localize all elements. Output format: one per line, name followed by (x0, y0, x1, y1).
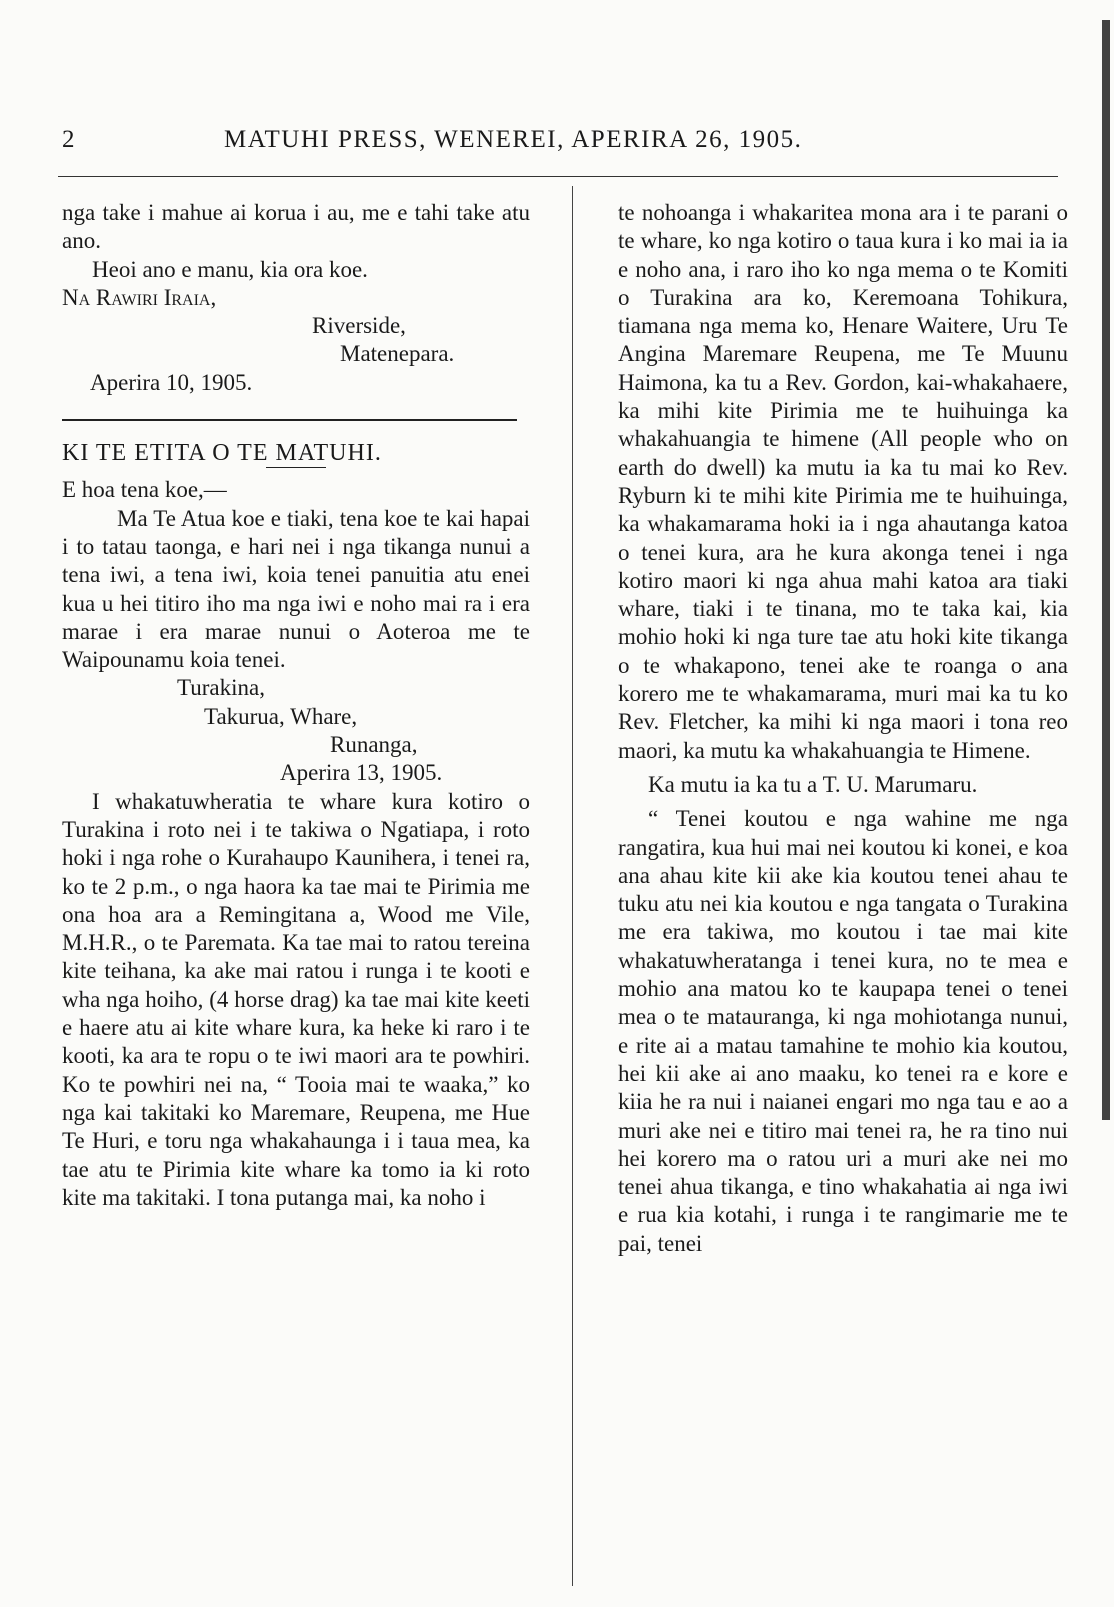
signature-place-1: Riverside, (312, 313, 406, 339)
header-rule (58, 176, 1058, 177)
signature-date: Aperira 10, 1905. (90, 369, 253, 395)
letter-continuation: nga take i mahue ai korua i au, me e tahi take atu ano. (62, 200, 530, 254)
salutation: E hoa tena koe,— (62, 477, 227, 503)
report-paragraph: I whakatuwheratia te whare kura kotiro o Turakina i roto nei i te takiwa o Ngatiapa, i roto hoki i nga rohe o Kurahaupo Kaunihera, i tenei ra, ko te 2 p.m., o nga haora ka tae mai te Pirimia me ona hoa ara a Remingitana a, Wood me Vile, M.H.R., o te Paremata. Ka tae mai to ratou tereina kite teihana, ka ake mai ratou i runga i te kooti e wha nga hoiho, (4 horse drag) ka tae mai kite keeti e haere atu ai kite whare kura, ka heke ki raro i te kooti, ka ara te ropu o te iwi maori ara te powhiri. Ko te powhiri nei na, “ Tooia mai te waaka,” ko nga kai takitaki ko Maremare, Reupena, me Hue Te Huri, e toru nga whakahaunga i i taua mea, ka tae atu te Pirimia kite whare ka tomo ia ki roto kite ma takitaki. I tona putanga mai, ka noho i (62, 788, 530, 1210)
signature-name: Na Rawiri Iraia, (62, 284, 217, 310)
address-line-2: Takurua, Whare, (204, 703, 358, 729)
letter-title: KI TE ETITA O TE MATUHI. (62, 440, 382, 467)
section-divider (62, 419, 517, 421)
left-column (62, 199, 530, 1212)
page-number: 2 (62, 126, 76, 153)
report-continuation: te nohoanga i whakaritea mona ara i te parani o te whare, ko nga kotiro o taua kura i ko mai ia ia e noho ana, i raro iho ko nga mema o te Komiti o Turakina ara ko, Keremoana Tohikura, tiamana nga mema ko, Henare Waitere, Uru Te Angina Maremare Reupena, me Te Muunu Haimona, ka tu a Rev. Gordon, kai-whakahaere, ka mihi kite Pirimia me te huihuinga ka whakahuangia te himene (All people who on earth do dwell) ka mutu ia ka tu mai ko Rev. Ryburn ki te mihi kite Pirimia me te huihuinga, ka whakamarama hoki ia i nga ahautanga katoa o tenei kura, ara he kura akonga tenei i nga kotiro maori ki nga ahua mahi katoa ara tiaki whare, tiaki i te tinana, mo te taka kai, kia mohio hoki ki nga ture tae atu hoki kite tikanga o te whakapono, tenei ake te roanga o ana korero me te whakamarama, muri mai ka tu ko Rev. Fletcher, ka mihi ki nga maori i tona reo maori, ka mutu ka whakahuangia te Himene. (618, 200, 1068, 763)
speaker-intro: Ka mutu ia ka tu a T. U. Marumaru. (648, 771, 978, 797)
column-divider (572, 186, 573, 1586)
body-paragraph: Ma Te Atua koe e tiaki, tena koe te kai hapai i to tatau taonga, e hari nei i nga tikanga nunui a tena iwi, a tena iwi, koia tenei panuitia atu enei kua u hei titiro iho ma nga iwi e noho mai ra i era marae i era marae nunui o Aoteroa me te Waipounamu koia tenei. (62, 505, 530, 673)
speech-paragraph: “ Tenei koutou e nga wahine me nga rangatira, kua hui mai nei koutou ki konei, e koa ana ahau kite kii ake kia koutou tenei ahau te tuku atu nei kia koutou e nga tangata o Turakina me era takiwa, mo koutou i tae mai kite whakatuwheratanga i tenei kura, no te mea e mohio ana matou ko te kaupapa tenei o tenei mea o te matauranga, ki nga mohiotanga nunui, e rite ai a matau tamahine te mohio kia koutou, hei kii ake ai ano maaku, ko tenei ra e kore e kiia he ra nui i naianei engari mo nga tau e ao a muri ake nei e titiro mai tenei ra, he ra tino nui hei korero ma o ratou uri a muri ake nei mo tenei ahua tikanga, e tino whakahatia ai nga iwi e rua kia kotahi, i runga i te rangimarie me te pai, tenei (618, 806, 1068, 1256)
page-edge-shadow (1102, 20, 1110, 1120)
right-column (618, 199, 1068, 1258)
title-rule (266, 467, 326, 468)
page-header (62, 126, 1052, 162)
address-date: Aperira 13, 1905. (280, 760, 443, 786)
address-line-3: Runanga, (330, 732, 418, 758)
masthead: MATUHI PRESS, WENEREI, APERIRA 26, 1905. (224, 126, 803, 153)
signature-place-2: Matenepara. (340, 341, 455, 367)
letter-closing: Heoi ano e manu, kia ora koe. (92, 256, 368, 282)
address-line-1: Turakina, (177, 675, 265, 701)
